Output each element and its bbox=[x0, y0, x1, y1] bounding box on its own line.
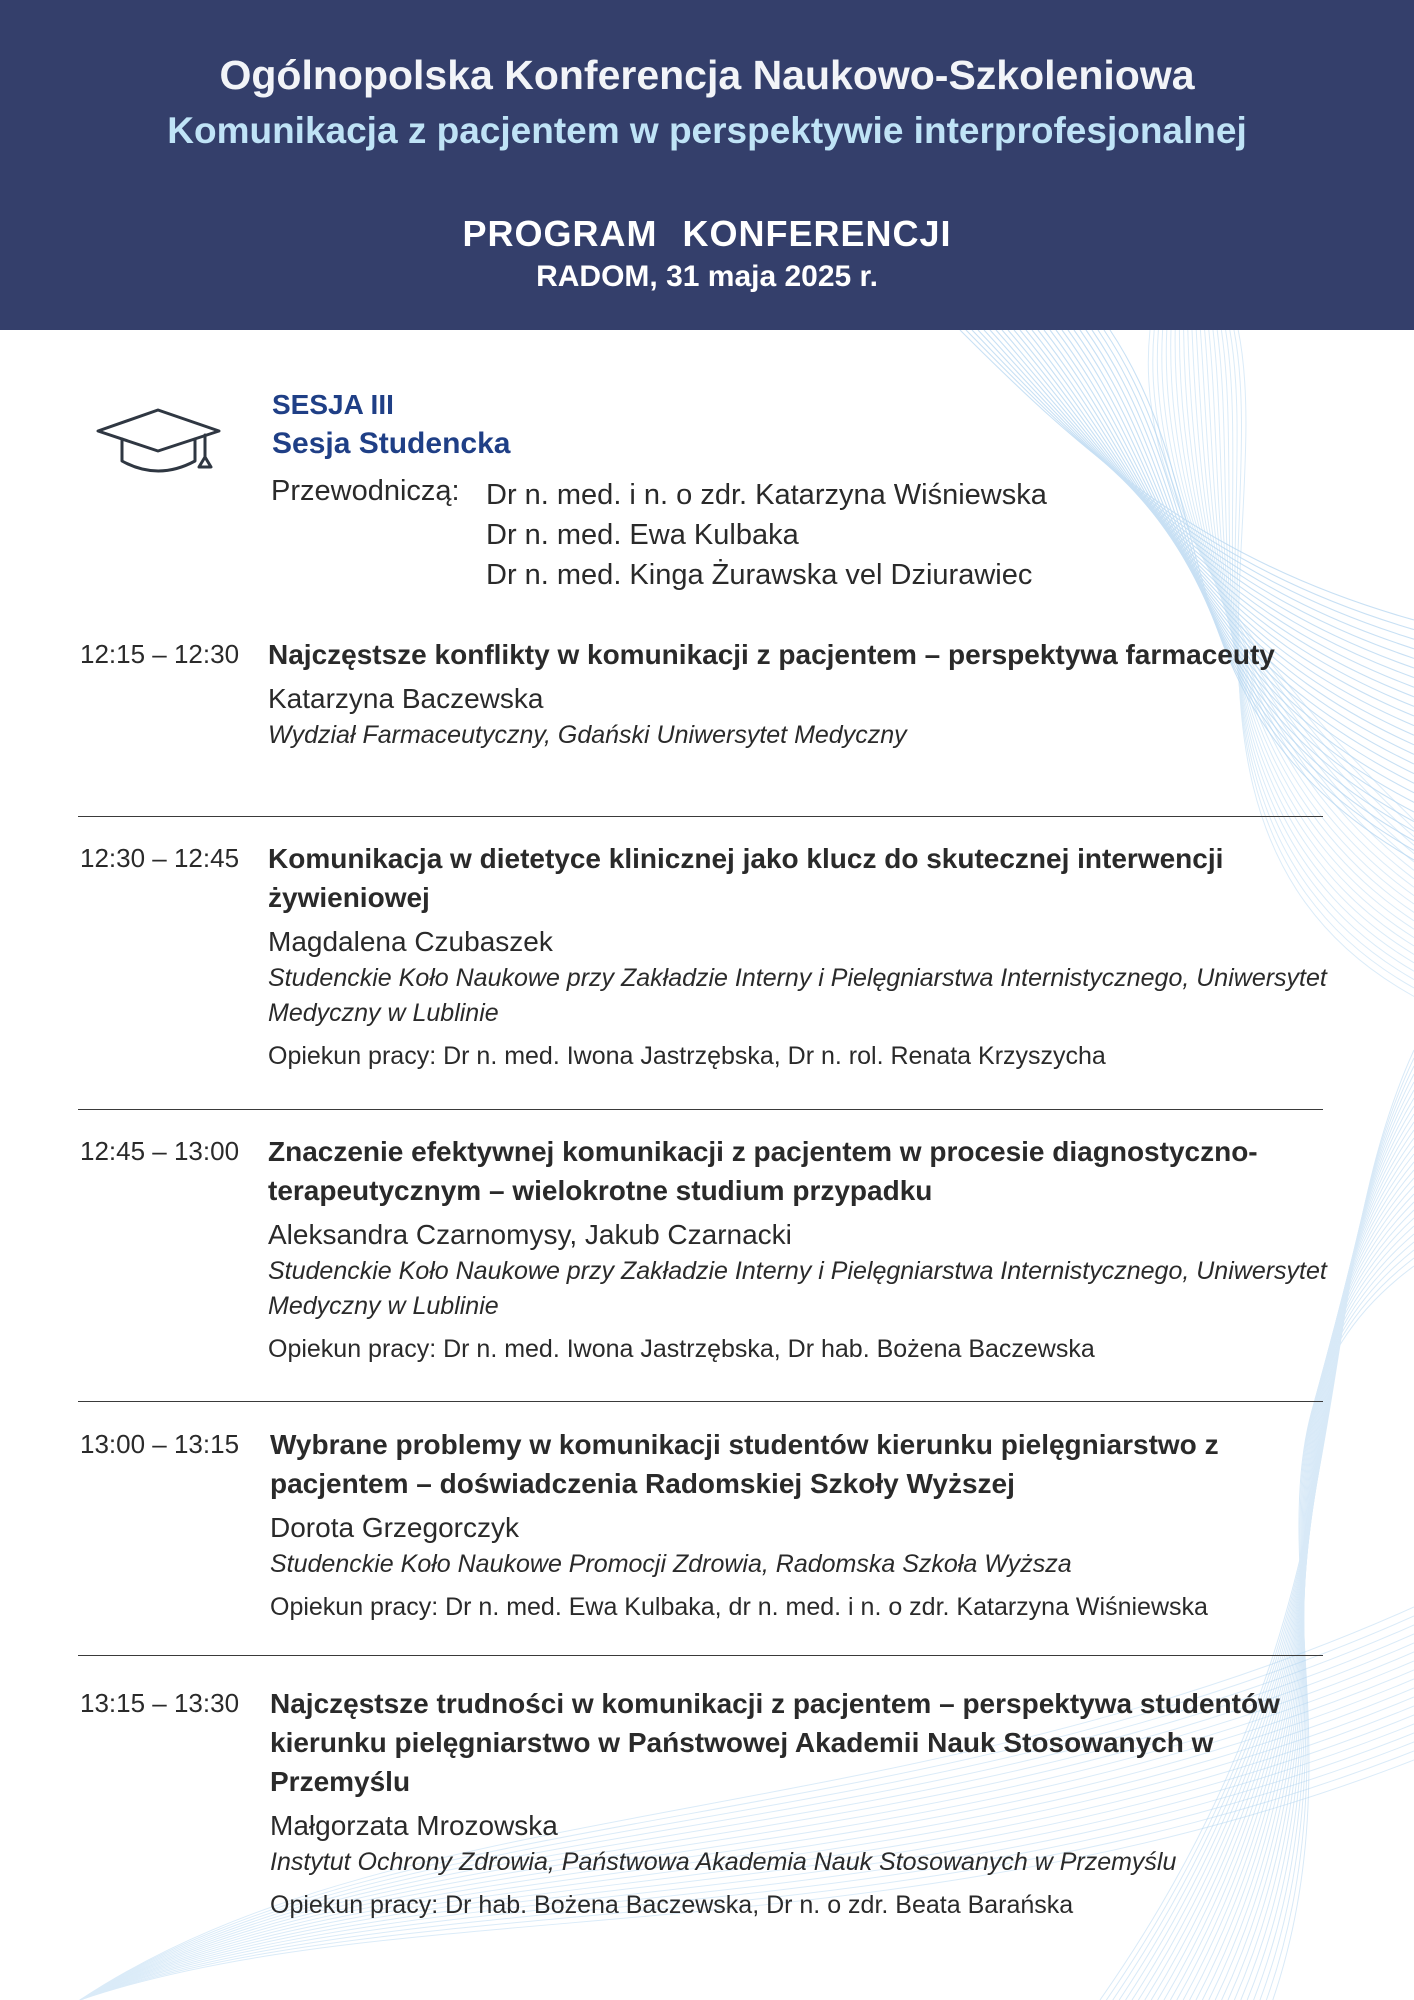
talk-title: Znaczenie efektywnej komunikacji z pacjentem w procesie diagnostyczno-terapeutycznym – wielokrotne studium przypadku bbox=[268, 1136, 1258, 1206]
talk-time: 13:15 – 13:30 bbox=[80, 1688, 240, 1718]
talk-time: 13:00 – 13:15 bbox=[80, 1429, 240, 1459]
talk-affiliation: Studenckie Koło Naukowe przy Zakładzie Interny i Pielęgniarstwa Internistycznego, Uniwersytet Medyczny w Lublinie bbox=[268, 1257, 1327, 1320]
divider bbox=[78, 1401, 1323, 1402]
talk-details bbox=[268, 635, 1348, 753]
talk-time: 12:15 – 12:30 bbox=[80, 639, 240, 669]
talk-supervisor: Opiekun pracy: Dr n. med. Iwona Jastrzębska, Dr n. rol. Renata Krzyszycha bbox=[268, 1042, 1106, 1070]
talk-authors: Magdalena Czubaszek bbox=[268, 926, 553, 957]
talk-time: 12:30 – 12:45 bbox=[80, 843, 240, 873]
session-name: Sesja Studencka bbox=[272, 427, 511, 460]
talk-title: Najczęstsze konflikty w komunikacji z pacjentem – perspektywa farmaceuty bbox=[268, 639, 1275, 670]
talk-supervisor: Opiekun pracy: Dr n. med. Ewa Kulbaka, dr n. med. i n. o zdr. Katarzyna Wiśniewska bbox=[270, 1593, 1208, 1621]
talk-affiliation: Wydział Farmaceutyczny, Gdański Uniwersytet Medyczny bbox=[268, 721, 907, 749]
divider bbox=[78, 816, 1323, 817]
talk-details bbox=[270, 1684, 1350, 1922]
talk-supervisor: Opiekun pracy: Dr n. med. Iwona Jastrzębska, Dr hab. Bożena Baczewska bbox=[268, 1335, 1095, 1363]
program-heading: PROGRAM KONFERENCJI bbox=[462, 213, 952, 254]
talk-details bbox=[268, 839, 1348, 1073]
talk-authors: Małgorzata Mrozowska bbox=[270, 1810, 558, 1841]
graduation-cap-icon bbox=[95, 405, 225, 477]
talk-authors: Aleksandra Czarnomysy, Jakub Czarnacki bbox=[268, 1219, 792, 1250]
talk-supervisor: Opiekun pracy: Dr hab. Bożena Baczewska, Dr n. o zdr. Beata Barańska bbox=[270, 1891, 1074, 1919]
place-date: RADOM, 31 maja 2025 r. bbox=[536, 260, 878, 293]
chair-name: Dr n. med. i n. o zdr. Katarzyna Wiśniewska bbox=[486, 479, 1047, 511]
talk-affiliation: Studenckie Koło Naukowe Promocji Zdrowia, Radomska Szkoła Wyższa bbox=[270, 1550, 1072, 1578]
chair-name: Dr n. med. Kinga Żurawska vel Dziurawiec bbox=[486, 559, 1033, 591]
divider bbox=[78, 1655, 1323, 1656]
talk-affiliation: Studenckie Koło Naukowe przy Zakładzie Interny i Pielęgniarstwa Internistycznego, Uniwersytet Medyczny w Lublinie bbox=[268, 964, 1327, 1027]
divider bbox=[78, 1109, 1323, 1110]
talk-affiliation: Instytut Ochrony Zdrowia, Państwowa Akademia Nauk Stosowanych w Przemyślu bbox=[270, 1848, 1177, 1876]
conference-subtitle: Komunikacja z pacjentem w perspektywie interprofesjonalnej bbox=[167, 110, 1247, 151]
talk-title: Wybrane problemy w komunikacji studentów kierunku pielęgniarstwo z pacjentem – doświadczenia Radomskiej Szkoły Wyższej bbox=[270, 1429, 1219, 1499]
talk-title: Komunikacja w dietetyce klinicznej jako klucz do skutecznej interwencji żywieniowej bbox=[268, 843, 1224, 913]
chairs-list bbox=[486, 475, 1047, 595]
talk-time: 12:45 – 13:00 bbox=[80, 1136, 240, 1166]
talk-details bbox=[268, 1132, 1348, 1366]
talk-title: Najczęstsze trudności w komunikacji z pacjentem – perspektywa studentów kierunku pielęgniarstwo w Państwowej Akademii Nauk Stosowanych w Przemyślu bbox=[270, 1688, 1280, 1797]
conference-title: Ogólnopolska Konferencja Naukowo-Szkoleniowa bbox=[219, 52, 1195, 98]
chair-name: Dr n. med. Ewa Kulbaka bbox=[486, 519, 799, 551]
talk-details bbox=[270, 1425, 1350, 1624]
talk-authors: Katarzyna Baczewska bbox=[268, 683, 544, 714]
talk-authors: Dorota Grzegorczyk bbox=[270, 1512, 519, 1543]
session-number: SESJA III bbox=[272, 389, 394, 420]
chairs-label: Przewodniczą: bbox=[271, 475, 460, 507]
